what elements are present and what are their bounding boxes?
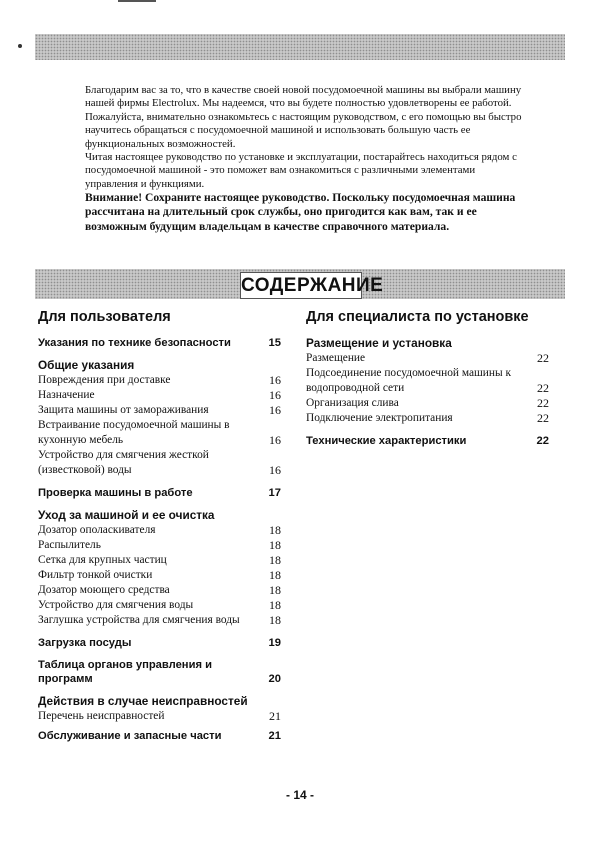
toc-entry[interactable]: [38, 709, 281, 724]
toc-section-heading: Действия в случае неисправностей: [38, 694, 248, 708]
toc-entry-label: Подсоединение посудомоечной машины к водопроводной сети: [306, 367, 512, 394]
toc-entry-page: 21: [269, 709, 281, 723]
toc-entry-label: Повреждения при доставке: [38, 374, 171, 386]
toc-entry-label: Указания по технике безопасности: [38, 337, 231, 349]
intro-paragraph-4: Внимание! Сохраните настоящее руководство. Поскольку посудомоечная машина рассчитана на длительный срок службы, оно пригодится как вам, так и ее возможным будущим владельцам в качестве справочного материала.: [85, 191, 516, 233]
toc-entry-page: 21: [268, 730, 281, 742]
page-number: - 14 -: [285, 788, 314, 802]
toc-entry-label: Сетка для крупных частиц: [38, 554, 167, 566]
toc-entry-label: Организация слива: [306, 397, 399, 409]
toc-entry-page: 22: [537, 396, 549, 410]
toc-entry-label: Подключение электропитания: [306, 412, 453, 424]
toc-entry-page: 18: [269, 553, 281, 567]
toc-entry-page: 22: [537, 351, 549, 365]
toc-entry-page: 18: [269, 583, 281, 597]
intro-paragraph-2: Пожалуйста, внимательно ознакомьтесь с настоящим руководством, с его помощью вы быстро научитесь обращаться с посудомоечной машиной и использовать большую часть ее функциональных возможностей.: [85, 110, 522, 150]
toc-entry-page: 19: [268, 637, 281, 649]
toc-entry[interactable]: [306, 434, 549, 448]
toc-entry[interactable]: [38, 729, 281, 743]
toc-entry[interactable]: [38, 486, 281, 500]
toc-entry-page: 18: [269, 568, 281, 582]
toc-entry-page: 18: [269, 613, 281, 627]
toc-section-heading: Уход за машиной и ее очистка: [38, 508, 215, 522]
top-edge-line: [118, 0, 156, 2]
toc-entry-page: 18: [269, 598, 281, 612]
toc-entry-label: Дозатор ополаскивателя: [38, 524, 156, 536]
toc-entry[interactable]: [38, 373, 281, 388]
toc-section-heading: Общие указания: [38, 358, 135, 372]
toc-entry[interactable]: [306, 396, 549, 411]
toc-entry-label: Назначение: [38, 389, 95, 401]
toc-entry-label: Встраивание посудомоечной машины в кухонную мебель: [38, 419, 230, 446]
header-band: [35, 34, 565, 60]
punch-mark: [18, 44, 22, 48]
toc-entry[interactable]: [38, 636, 281, 650]
toc-entry[interactable]: [38, 553, 281, 568]
toc-entry-label: Загрузка посуды: [38, 637, 132, 649]
toc-section-heading: Размещение и установка: [306, 336, 452, 350]
intro-text: [85, 84, 525, 234]
toc-entry-page: 15: [268, 337, 281, 349]
toc-entry-label: Таблица органов управления и программ: [38, 659, 212, 685]
intro-paragraph-1: Благодарим вас за то, что в качестве своей новой посудомоечной машины вы выбрали машину нашей фирмы Electrolux. Мы надеемся, что вы будете полностью удовлетворены ее работой.: [85, 84, 522, 110]
toc-entry[interactable]: [38, 448, 281, 478]
contents-title: СОДЕРЖАНИЕ: [240, 272, 362, 299]
toc-entry-page: 16: [269, 373, 281, 387]
intro-paragraph-3: Читая настоящее руководство по установке и эксплуатации, постарайтесь находиться рядом с посудомоечной машиной - это поможет вам ознакомиться с различными элементами управления и функциями.: [85, 151, 517, 190]
installer-section-heading: Для специалиста по установке: [306, 309, 529, 325]
toc-entry-page: 22: [536, 435, 549, 447]
toc-entry[interactable]: [38, 568, 281, 583]
toc-entry-label: Заглушка устройства для смягчения воды: [38, 614, 240, 626]
toc-entry-label: Дозатор моющего средства: [38, 584, 170, 596]
toc-entry-page: 20: [268, 673, 281, 685]
toc-entry-page: 16: [269, 463, 281, 477]
toc-entry[interactable]: [306, 366, 549, 396]
toc-entry[interactable]: [38, 388, 281, 403]
user-contents: [38, 336, 281, 743]
toc-entry-page: 16: [269, 388, 281, 402]
toc-entry-page: 22: [537, 381, 549, 395]
toc-entry-page: 18: [269, 538, 281, 552]
toc-entry[interactable]: [38, 658, 281, 686]
toc-entry[interactable]: [38, 523, 281, 538]
toc-entry[interactable]: [38, 336, 281, 350]
toc-entry-page: 22: [537, 411, 549, 425]
toc-entry-label: Устройство для смягчения воды: [38, 599, 194, 611]
toc-entry[interactable]: [38, 538, 281, 553]
toc-entry-page: 16: [269, 433, 281, 447]
toc-entry-page: 18: [269, 523, 281, 537]
toc-entry[interactable]: [38, 418, 281, 448]
toc-entry[interactable]: [38, 598, 281, 613]
toc-entry-label: Проверка машины в работе: [38, 487, 193, 499]
toc-entry[interactable]: [38, 583, 281, 598]
toc-entry-label: Технические характеристики: [306, 435, 467, 447]
toc-entry[interactable]: [38, 403, 281, 418]
toc-entry[interactable]: [306, 351, 549, 366]
installer-contents: [306, 336, 549, 448]
toc-entry-label: Перечень неисправностей: [38, 710, 165, 722]
toc-entry[interactable]: [38, 613, 281, 628]
toc-entry-page: 17: [268, 487, 281, 499]
user-section-heading: Для пользователя: [38, 309, 171, 325]
toc-entry-label: Обслуживание и запасные части: [38, 730, 222, 742]
toc-entry-label: Размещение: [306, 352, 366, 364]
toc-entry-page: 16: [269, 403, 281, 417]
toc-entry[interactable]: [306, 411, 549, 426]
toc-entry-label: Защита машины от замораживания: [38, 404, 209, 416]
toc-entry-label: Устройство для смягчения жесткой (известковой) воды: [38, 449, 209, 476]
toc-entry-label: Фильтр тонкой очистки: [38, 569, 153, 581]
toc-entry-label: Распылитель: [38, 539, 101, 551]
